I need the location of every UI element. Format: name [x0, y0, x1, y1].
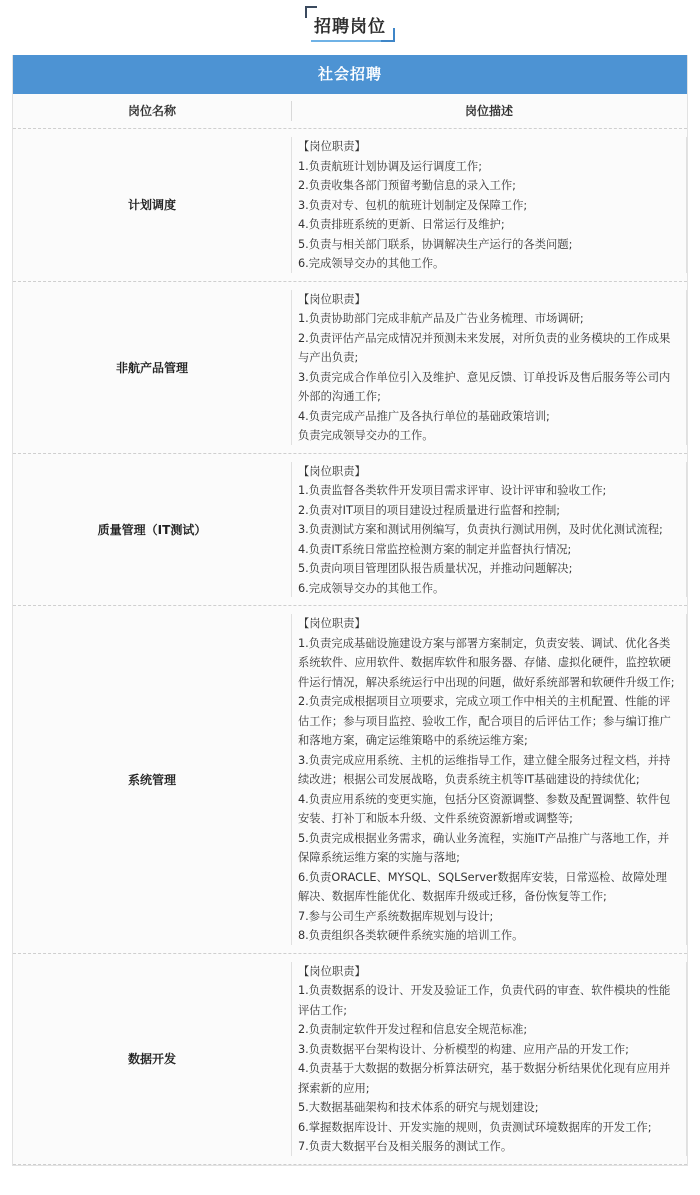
description-line: 【岗位职责】: [298, 140, 366, 153]
position-description: [298, 129, 677, 281]
description-line: 3.负责完成应用系统、主机的运维指导工作，建立健全服务过程文档，并持续改进；根据公司发展战略，负责系统主机等IT基础建设的持续优化;: [298, 753, 671, 786]
description-line: 2.负责完成根据项目立项要求，完成立项工作中相关的主机配置、性能的评估工作；参与项目监控、验收工作，配合项目的后评估工作；参与编订推广和落地方案，确定运维策略中的系统运维方案;: [298, 695, 671, 747]
position-description: [298, 282, 677, 453]
table-header-row: [13, 94, 687, 129]
right-border: [686, 462, 687, 598]
position-name: 数据开发: [127, 1052, 176, 1066]
header-position-desc: 岗位描述: [464, 104, 513, 118]
column-divider: [291, 614, 292, 945]
position-description: [298, 454, 677, 606]
positions-table: [12, 55, 688, 1166]
description-line: 3.负责数据平台架构设计、分析模型的构建、应用产品的开发工作;: [298, 1042, 629, 1056]
right-border: [686, 614, 687, 945]
table-row: [13, 606, 687, 954]
position-description: [298, 606, 677, 953]
description-line: 3.负责测试方案和测试用例编写，负责执行测试用例，及时优化测试流程;: [298, 523, 663, 536]
description-line: 【岗位职责】: [298, 617, 366, 630]
description-line: 7.参与公司生产系统数据库规划与设计;: [298, 909, 494, 923]
description-line: 【岗位职责】: [298, 292, 366, 306]
description-line: 8.负责组织各类软硬件系统实施的培训工作。: [298, 929, 524, 942]
column-divider: [291, 290, 292, 445]
position-name: 系统管理: [127, 772, 176, 787]
page-title: 招聘岗位: [314, 17, 386, 37]
table-row: [13, 954, 687, 1165]
description-line: 1.负责数据系的设计、开发及验证工作，负责代码的审查、软件模块的性能评估工作;: [298, 984, 671, 1017]
position-name: 质量管理（IT测试）: [97, 522, 207, 537]
description-line: 1.负责完成基础设施建设方案与部署方案制定，负责安装、调试、优化各类系统软件、应用软件、数据库软件和服务器、存储、虚拟化硬件，监控软硬件运行情况，解决系统运行中出现的问题，做好系统部署和软硬件升级工作;: [298, 636, 675, 689]
description-line: 2.负责评估产品完成情况并预测未来发展，对所负责的业务模块的工作成果与产出负责;: [298, 331, 671, 364]
social-recruitment-banner: 社会招聘: [13, 55, 687, 94]
right-border: [686, 962, 687, 1156]
table-row: [13, 282, 687, 454]
description-line: 5.负责向项目管理团队报告质量状况，并推动问题解决;: [298, 562, 573, 575]
description-line: 5.负责与相关部门联系，协调解决生产运行的各类问题;: [298, 237, 573, 251]
description-line: 2.负责收集各部门预留考勤信息的录入工作;: [298, 179, 516, 192]
right-border: [686, 290, 687, 445]
table-row: [13, 129, 687, 282]
position-name: 非航产品管理: [115, 360, 188, 375]
description-line: 1.负责协助部门完成非航产品及广告业务梳理、市场调研;: [298, 312, 584, 325]
description-line: 4.负责完成产品推广及各执行单位的基础政策培训;: [298, 409, 550, 423]
description-line: 【岗位职责】: [298, 964, 366, 978]
description-line: 4.负责IT系统日常监控检测方案的制定并监督执行情况;: [298, 542, 572, 556]
column-divider: [291, 962, 292, 1156]
title-underline: [311, 40, 389, 42]
description-line: 4.负责基于大数据的数据分析算法研究，基于数据分析结果优化现有应用并探索新的应用;: [298, 1062, 671, 1095]
table-body: [13, 129, 687, 1165]
position-description: [298, 954, 677, 1164]
description-line: 4.负责应用系统的变更实施，包括分区资源调整、参数及配置调整、软件包安装、打补丁和版本升级、文件系统资源新增或调整等;: [298, 792, 671, 825]
description-line: 7.负责大数据平台及相关服务的测试工作。: [298, 1140, 513, 1153]
description-line: 2.负责制定软件开发过程和信息安全规范标准;: [298, 1023, 528, 1036]
position-name: 计划调度: [127, 198, 176, 213]
description-line: 6.负责ORACLE、MYSQL、SQLServer数据库安装，日常巡检、故障处理解决、数据库性能优化、数据库升级或迁移，备份恢复等工作;: [298, 870, 667, 903]
table-row: [13, 454, 687, 607]
description-line: 6.完成领导交办的其他工作。: [298, 581, 445, 595]
description-line: 6.掌握数据库设计、开发实施的规则，负责测试环境数据库的开发工作;: [298, 1120, 652, 1134]
header-position-name: 岗位名称: [127, 104, 176, 118]
description-line: 3.负责完成合作单位引入及维护、意见反馈、订单投诉及售后服务等公司内外部的沟通工作;: [298, 370, 671, 403]
title-badge: [305, 4, 395, 44]
description-line: 3.负责对专、包机的航班计划制定及保障工作;: [298, 198, 528, 212]
right-border: [686, 137, 687, 273]
description-line: 5.负责完成根据业务需求，确认业务流程，实施IT产品推广与落地工作，并保障系统运维方案的实施与落地;: [298, 831, 670, 864]
column-divider: [291, 462, 292, 598]
column-divider: [291, 137, 292, 273]
description-line: 2.负责对IT项目的项目建设过程质量进行监督和控制;: [298, 503, 561, 517]
description-line: 负责完成领导交办的工作。: [298, 429, 434, 442]
description-line: 1.负责航班计划协调及运行调度工作;: [298, 159, 483, 173]
description-line: 5.大数据基础架构和技术体系的研究与规划建设;: [298, 1101, 539, 1114]
description-line: 1.负责监督各类软件开发项目需求评审、设计评审和验收工作;: [298, 484, 607, 497]
description-line: 4.负责排班系统的更新、日常运行及维护;: [298, 218, 505, 231]
recruitment-page: [0, 4, 700, 1195]
description-line: 【岗位职责】: [298, 464, 366, 478]
description-line: 6.完成领导交办的其他工作。: [298, 257, 445, 270]
